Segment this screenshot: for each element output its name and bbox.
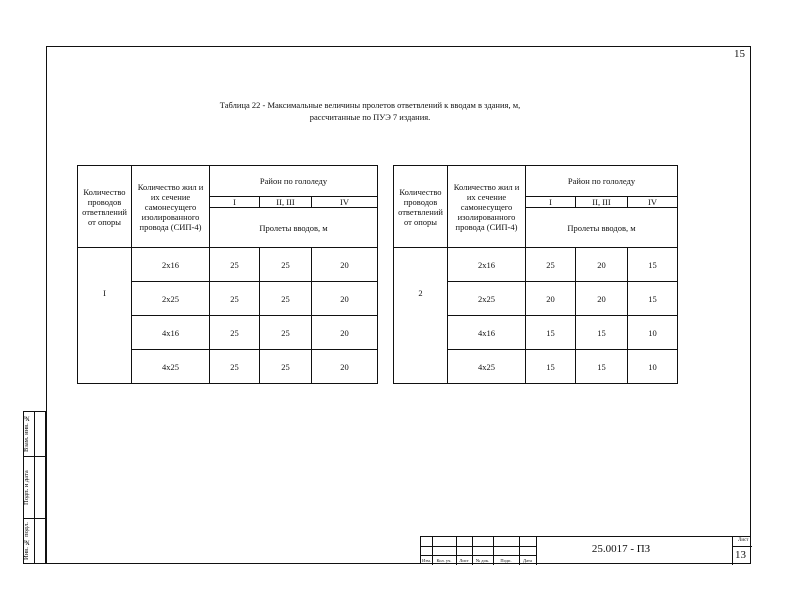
label-data: Дата bbox=[523, 558, 532, 563]
count-value: I bbox=[78, 248, 132, 384]
cell-section: 4х16 bbox=[132, 316, 210, 350]
header-spans: Пролеты вводов, м bbox=[526, 208, 678, 248]
cell-section: 2х25 bbox=[448, 282, 526, 316]
cell-value: 20 bbox=[576, 282, 628, 316]
header-region: Район по гололеду bbox=[210, 166, 378, 197]
cell-value: 15 bbox=[576, 316, 628, 350]
cell-value: 15 bbox=[526, 316, 576, 350]
header-count: Количество проводов ответвлений от опоры bbox=[394, 166, 448, 248]
title-block-cell bbox=[732, 537, 733, 565]
label-list: Лист bbox=[459, 558, 469, 563]
cell-value: 25 bbox=[260, 316, 312, 350]
cell-value: 20 bbox=[312, 282, 378, 316]
cell-value: 25 bbox=[210, 316, 260, 350]
cell-value: 25 bbox=[210, 248, 260, 282]
spans-table-left bbox=[77, 165, 378, 384]
document-code: 25.0017 - ПЗ bbox=[591, 543, 651, 555]
caption-line-2: рассчитанные по ПУЭ 7 издания. bbox=[309, 112, 431, 122]
label-podp: Подп. bbox=[500, 558, 512, 563]
label-ndok: № док. bbox=[475, 558, 490, 563]
cell-value: 25 bbox=[260, 248, 312, 282]
header-region-1: I bbox=[526, 197, 576, 208]
header-region-2: II, III bbox=[576, 197, 628, 208]
cell-value: 15 bbox=[526, 350, 576, 384]
cell-section: 2х16 bbox=[132, 248, 210, 282]
header-region-2: II, III bbox=[260, 197, 312, 208]
sheet-number: 13 bbox=[735, 549, 746, 561]
cell-value: 25 bbox=[526, 248, 576, 282]
header-wires: Количество жил и их сечение самонесущего изолированного провода (СИП-4) bbox=[448, 166, 526, 248]
header-region-1: I bbox=[210, 197, 260, 208]
cell-value: 20 bbox=[312, 316, 378, 350]
cell-value: 25 bbox=[210, 350, 260, 384]
cell-value: 25 bbox=[260, 282, 312, 316]
cell-value: 15 bbox=[628, 282, 678, 316]
title-block-line bbox=[732, 546, 752, 547]
cell-value: 15 bbox=[576, 350, 628, 384]
cell-value: 25 bbox=[210, 282, 260, 316]
side-stamp-inv: Инв. № подл. bbox=[23, 522, 30, 561]
cell-section: 2х25 bbox=[132, 282, 210, 316]
header-count: Количество проводов ответвлений от опоры bbox=[78, 166, 132, 248]
header-wires: Количество жил и их сечение самонесущего изолированного провода (СИП-4) bbox=[132, 166, 210, 248]
cell-section: 4х25 bbox=[448, 350, 526, 384]
page-number: 15 bbox=[734, 48, 745, 60]
cell-value: 20 bbox=[312, 350, 378, 384]
header-region-3: IV bbox=[628, 197, 678, 208]
cell-section: 4х25 bbox=[132, 350, 210, 384]
spans-table-right bbox=[393, 165, 678, 384]
count-value: 2 bbox=[394, 248, 448, 384]
header-region: Район по гололеду bbox=[526, 166, 678, 197]
cell-section: 2х16 bbox=[448, 248, 526, 282]
sheet-label: Лист bbox=[738, 538, 749, 543]
header-region-3: IV bbox=[312, 197, 378, 208]
cell-value: 10 bbox=[628, 316, 678, 350]
cell-section: 4х16 bbox=[448, 316, 526, 350]
header-spans: Пролеты вводов, м bbox=[210, 208, 378, 248]
cell-value: 10 bbox=[628, 350, 678, 384]
side-stamp-vzam: Взам. инв. № bbox=[23, 414, 30, 453]
label-kol: Кол. уч. bbox=[436, 558, 452, 563]
cell-value: 20 bbox=[526, 282, 576, 316]
cell-value: 20 bbox=[576, 248, 628, 282]
table-caption bbox=[160, 99, 580, 123]
label-izm: Изм. bbox=[422, 558, 431, 563]
cell-value: 15 bbox=[628, 248, 678, 282]
caption-line-1: Таблица 22 - Максимальные величины пролетов ответвлений к вводам в здания, м, bbox=[219, 100, 521, 110]
cell-value: 25 bbox=[260, 350, 312, 384]
side-stamp-podp: Подп. и дата bbox=[23, 470, 30, 505]
cell-value: 20 bbox=[312, 248, 378, 282]
